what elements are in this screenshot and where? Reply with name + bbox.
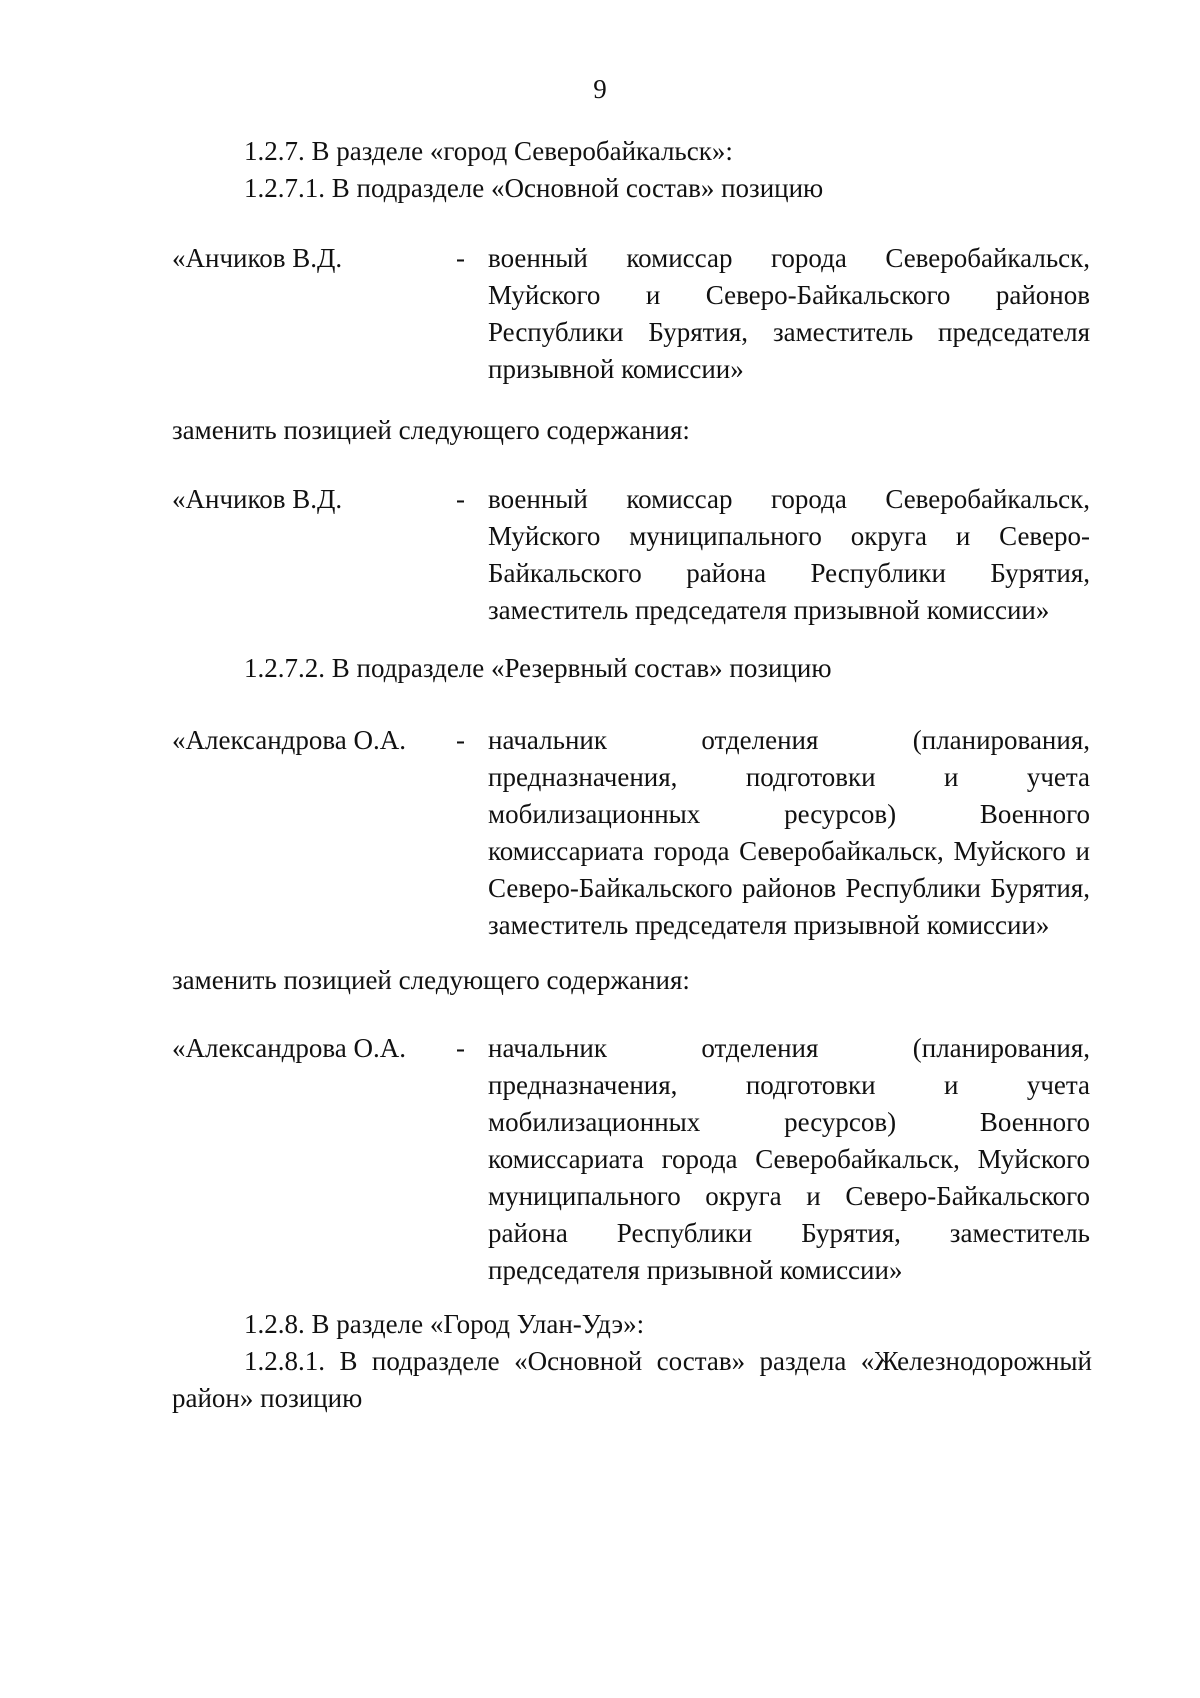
replace-instruction-1 xyxy=(172,412,1092,449)
subsection-1281-text: 1.2.8.1. В подразделе «Основной состав» раздела «Железнодорожный район» позицию xyxy=(172,1346,1092,1413)
subsection-1272 xyxy=(172,650,1092,687)
subsection-1271-text: 1.2.7.1. В подразделе «Основной состав» позицию xyxy=(244,173,824,203)
entry-description: начальник отделения (планирования, предназначения, подготовки и учета мобилизационных ресурсов) Военного комиссариата города Северобайкальск, Муйского и Северо-Байкальского районов Республики Бурятия, заместитель председателя призывной комиссии» xyxy=(488,725,1090,940)
subsection-1272-text: 1.2.7.2. В подразделе «Резервный состав» позицию xyxy=(244,653,832,683)
entry-dash: - xyxy=(456,484,465,514)
page-number: 9 xyxy=(593,74,607,104)
section-128 xyxy=(172,1306,1092,1417)
section-127-heading: 1.2.7. В разделе «город Северобайкальск»: xyxy=(244,136,733,166)
entry-dash: - xyxy=(456,1033,465,1063)
entry-description: военный комиссар города Северобайкальск, Муйского и Северо-Байкальского районов Республики Бурятия, заместитель председателя призывной комиссии» xyxy=(488,243,1090,384)
replace-text: заменить позицией следующего содержания: xyxy=(172,965,690,995)
section-128-heading: 1.2.8. В разделе «Город Улан-Удэ»: xyxy=(244,1309,645,1339)
replace-text: заменить позицией следующего содержания: xyxy=(172,415,690,445)
entry-name: «Анчиков В.Д. xyxy=(172,484,343,514)
entry-description: начальник отделения (планирования, предназначения, подготовки и учета мобилизационных ресурсов) Военного комиссариата города Северобайкальск, Муйского муниципального округа и Северо-Байкальского района Республики Бурятия, заместитель председателя призывной комиссии» xyxy=(488,1033,1090,1285)
entry-name: «Александрова О.А. xyxy=(172,725,407,755)
replace-instruction-2 xyxy=(172,962,1092,999)
entry-name: «Анчиков В.Д. xyxy=(172,243,343,273)
entry-dash: - xyxy=(456,725,465,755)
entry-description: военный комиссар города Северобайкальск, Муйского муниципального округа и Северо-Байкальского района Республики Бурятия, заместитель председателя призывной комиссии» xyxy=(488,484,1090,625)
entry-dash: - xyxy=(456,243,465,273)
entry-name: «Александрова О.А. xyxy=(172,1033,407,1063)
section-127-intro xyxy=(172,133,1092,207)
